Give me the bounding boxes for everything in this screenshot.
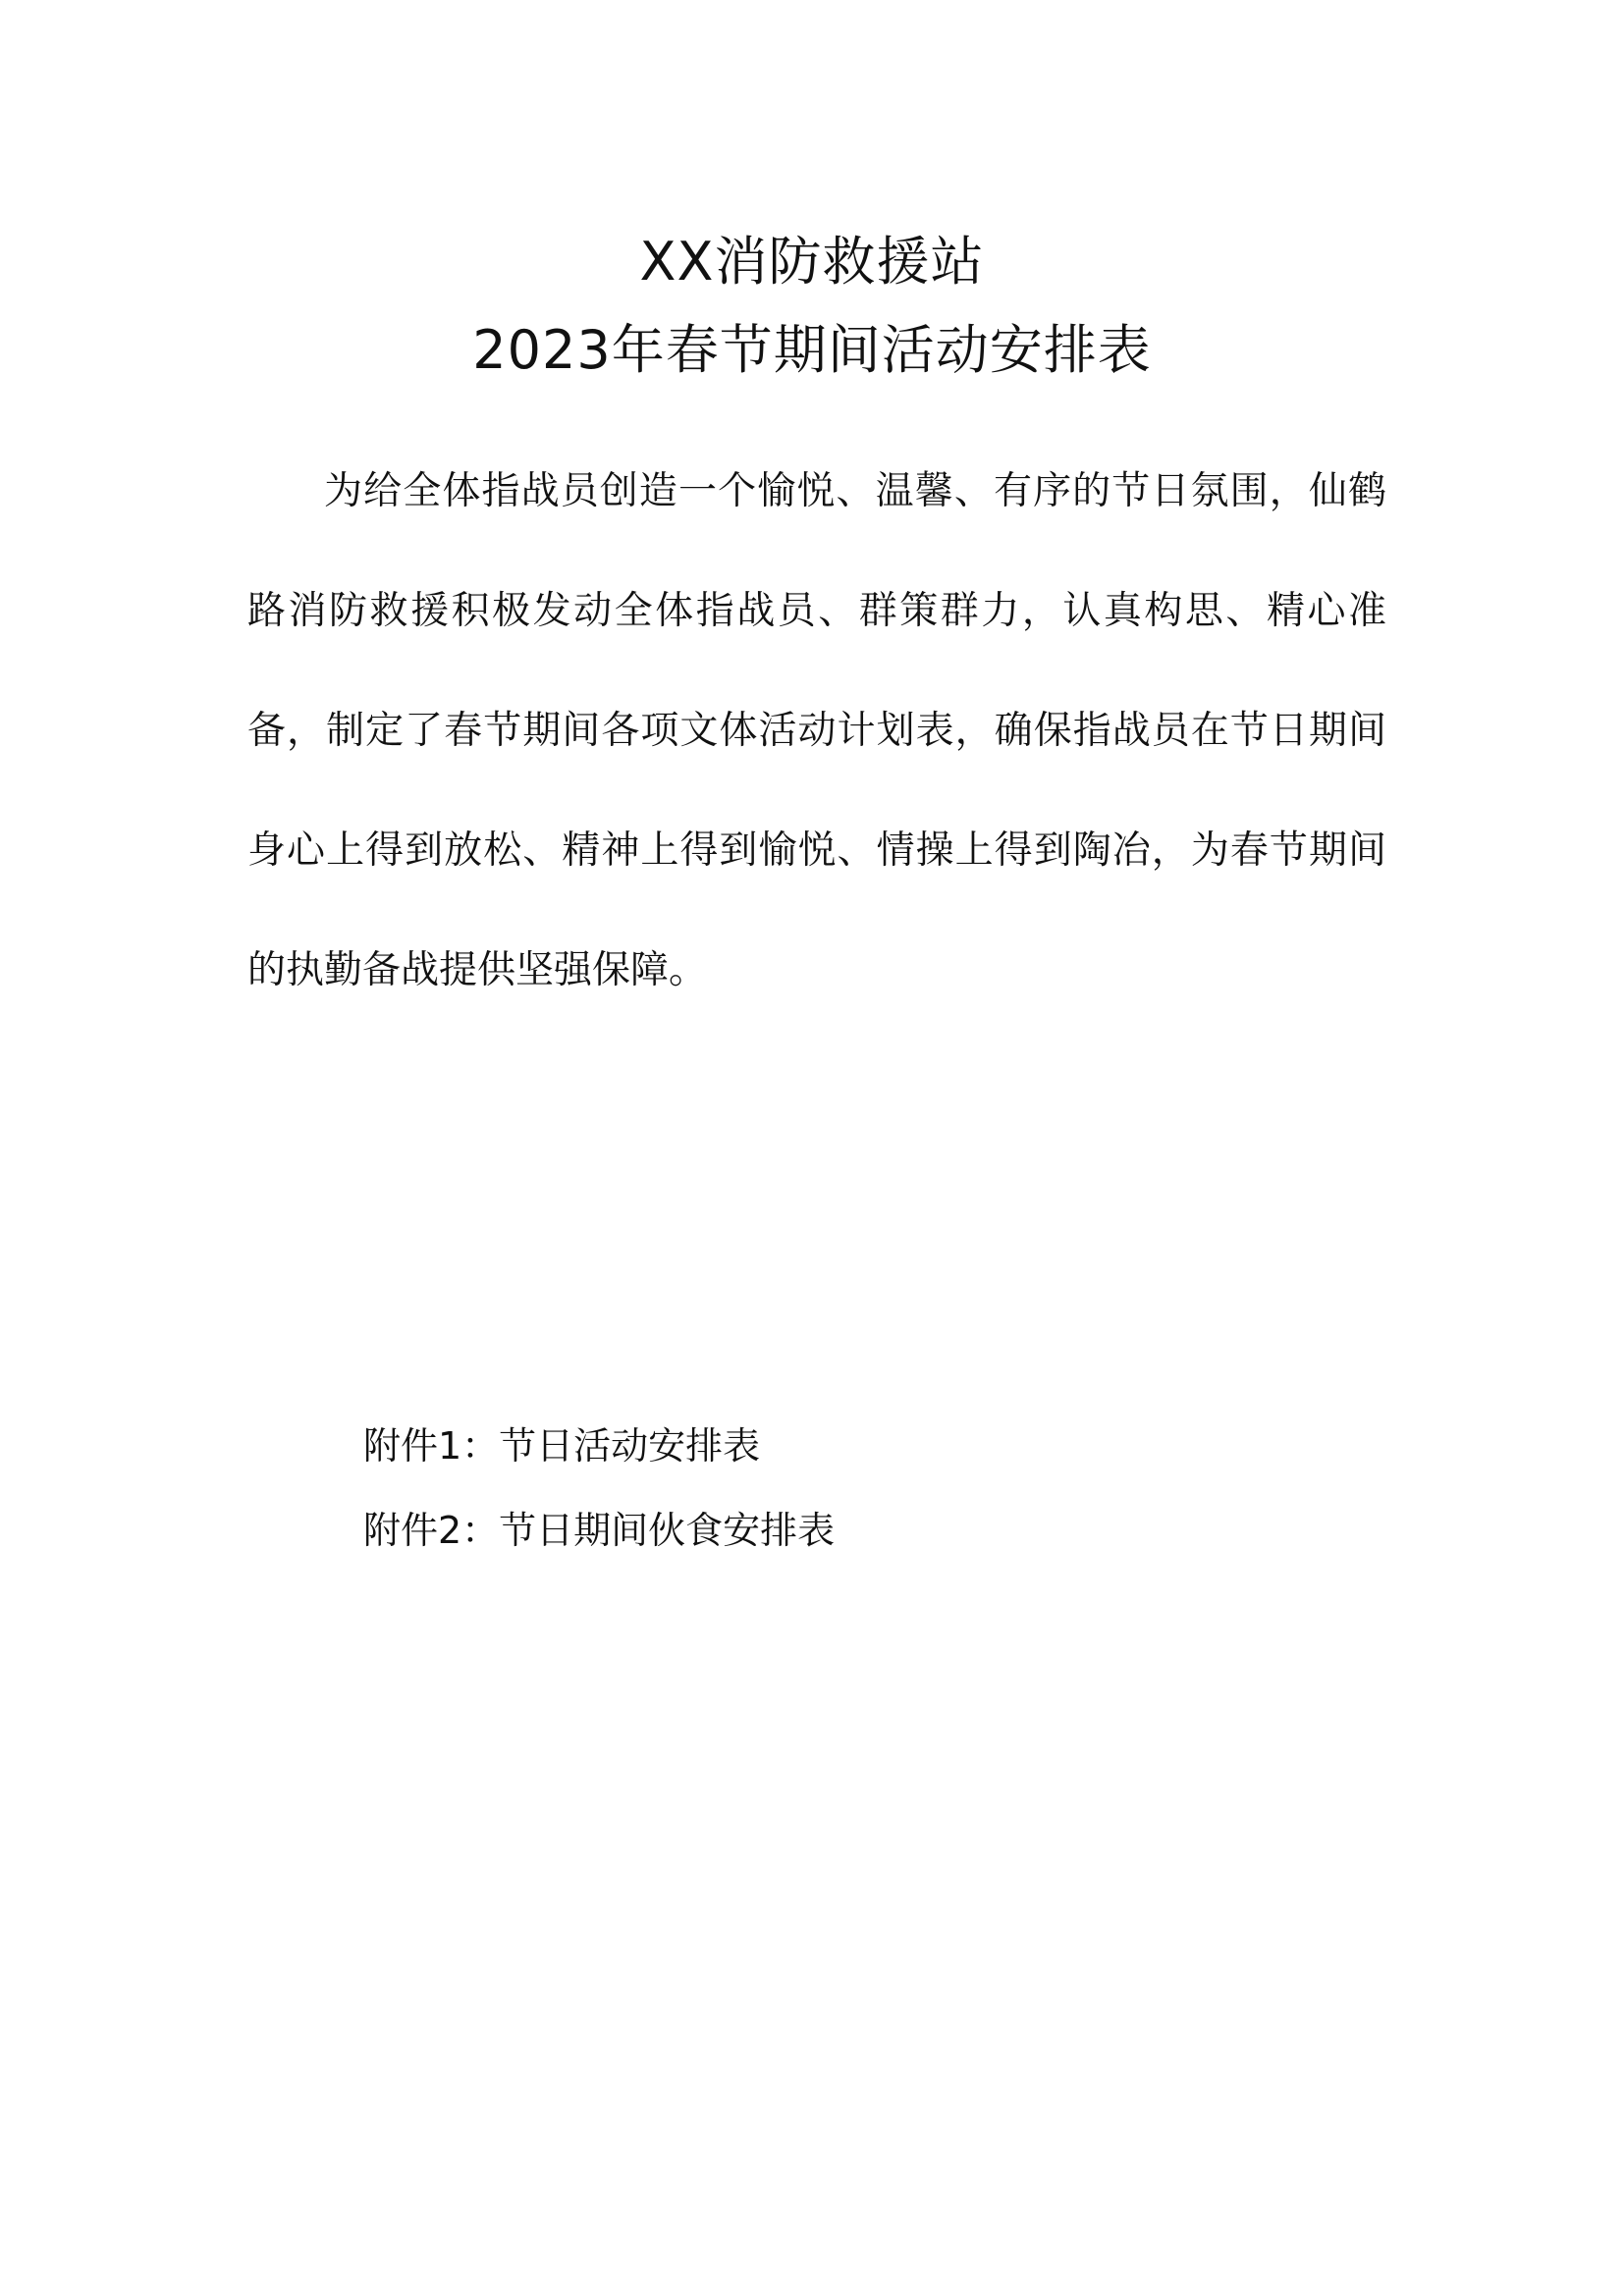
attachment-item-2: 附件2：节日期间伙食安排表	[363, 1509, 836, 1552]
title-line-schedule: 2023年春节期间活动安排表	[472, 319, 1152, 381]
title-line-station: XX消防救援站	[639, 231, 985, 293]
attachment-list	[363, 1404, 1247, 1573]
document-title	[0, 218, 1624, 395]
attachment-item-1: 附件1：节日活动安排表	[363, 1424, 761, 1468]
intro-paragraph: 为给全体指战员创造一个愉悦、温馨、有序的节日氛围，仙鹤路消防救援积极发动全体指战员、群策群力，认真构思、精心准备，制定了春节期间各项文体活动计划表，确保指战员在节日期间身心上得到放松、精神上得到愉悦、情操上得到陶冶，为春节期间的执勤备战提供坚强保障。	[247, 469, 1386, 992]
